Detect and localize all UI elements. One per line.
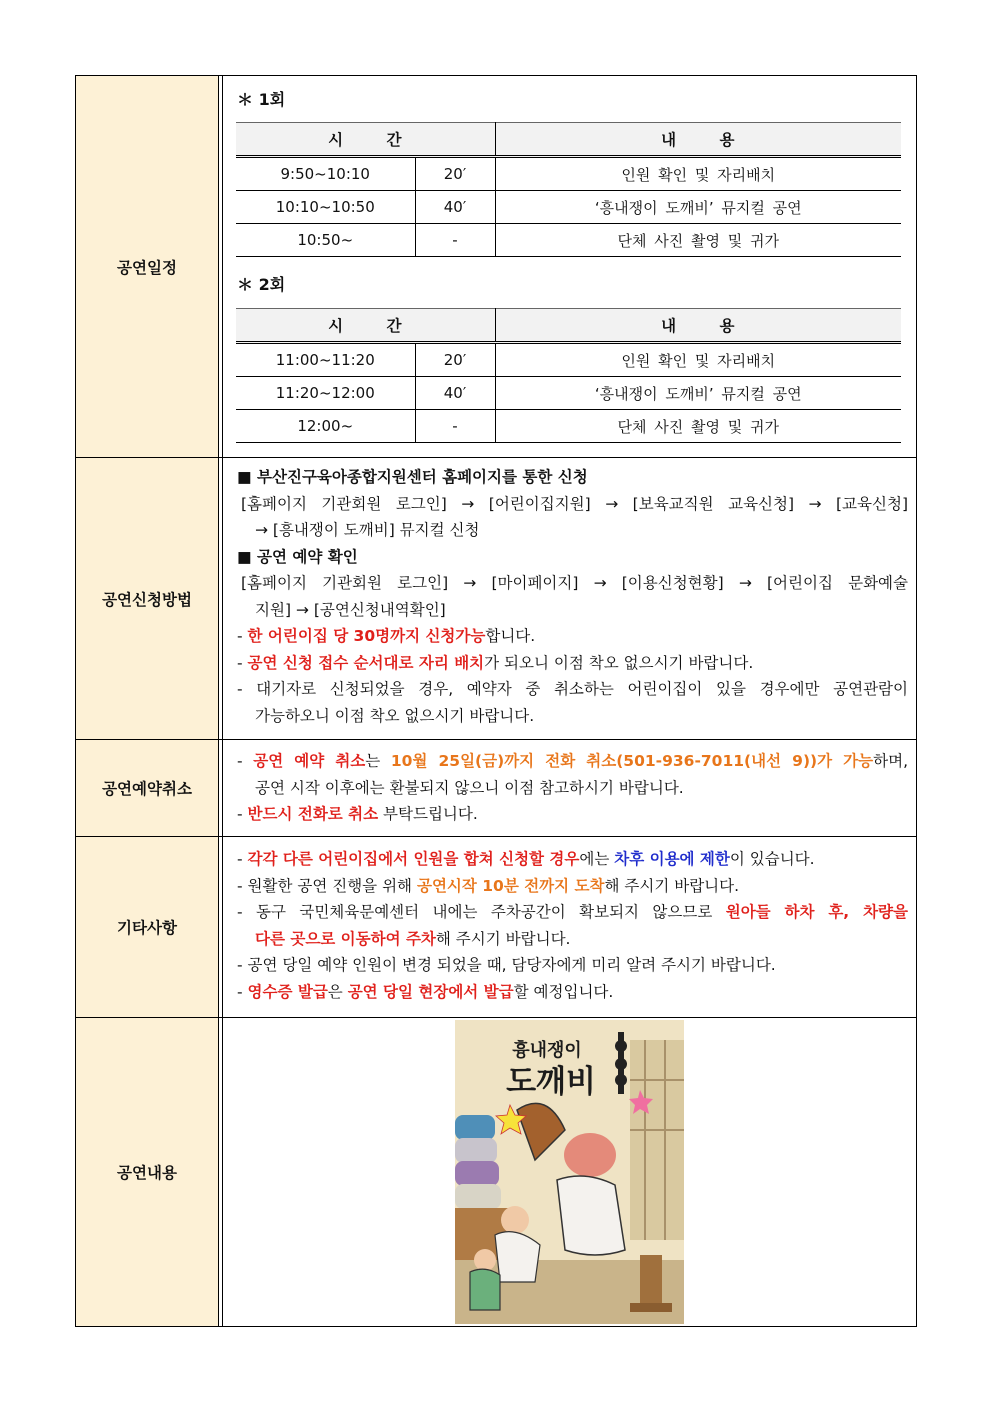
application-content [223,458,916,739]
header-content: 내 용 [495,123,901,157]
poster-title-1: 흉내쟁이 [512,1040,582,1061]
content-cell: ‘흥내쟁이 도깨비’ 뮤지컬 공연 [495,377,901,410]
schedule-content [223,76,916,457]
time-cell: 11:20~12:00 [236,377,415,410]
header-time: 시 간 [236,309,495,343]
header-content: 내 용 [495,309,901,343]
etc-line-3: - 동구 국민체육문예센터 내에는 주차공간이 확보되지 않으므로 원아들 하차 후, 차량을 [237,903,908,921]
time-cell: 12:00~ [236,410,415,443]
poster-image [455,1020,684,1324]
etc-line-5: - 공연 당일 예약 인원이 변경 되었을 때, 담당자에게 미리 알려 주시기 바랍니다. [237,956,776,974]
table-row [236,410,901,443]
application-row [76,458,916,740]
etc-line-2: - 원활한 공연 진행을 위해 공연시작 10분 전까지 도착해 주시기 바랍니다. [237,876,740,895]
cancel-line-3: - 반드시 전화로 취소 부탁드립니다. [237,805,478,823]
application-heading-2: ■ 공연 예약 확인 [237,547,358,566]
etc-line-4: 다른 곳으로 이동하여 주차해 주시기 바랍니다. [255,929,571,948]
table-row [236,191,901,224]
content-row [76,1018,916,1326]
session1-title: ＊ 1회 [237,90,286,109]
time-cell: 11:00~11:20 [236,343,415,377]
content-label: 공연내용 [76,1018,218,1326]
table-row [236,157,901,191]
table-header-row [236,309,901,343]
etc-text [237,846,908,1005]
application-path-1-cont: → [흥내쟁이 도깨비] 뮤지컬 신청 [255,521,480,539]
application-text [237,464,908,729]
cancel-line-2: 공연 시작 이후에는 환불되지 않으니 이점 참고하시기 바랍니다. [255,778,684,797]
time-cell: 10:50~ [236,224,415,257]
table-header-row [236,123,901,157]
time-cell: 9:50~10:10 [236,157,415,191]
application-heading-1: ■ 부산진구육아종합지원센터 홈페이지를 통한 신청 [237,468,588,486]
header-time: 시 간 [236,123,495,157]
duration-cell: - [415,224,495,257]
duration-cell: 20′ [415,157,495,191]
session1-table [236,122,901,257]
etc-label: 기타사항 [76,837,218,1017]
cancel-text [237,748,908,828]
info-table [75,75,917,1327]
poster-title-2: 도깨비 [506,1064,596,1100]
table-row [236,377,901,410]
content-cell: ‘흥내쟁이 도깨비’ 뮤지컬 공연 [495,191,901,224]
application-path-1: [홈페이지 기관회원 로그인] → [어린이집지원] → [보육교직원 교육신청] → [교육신청] [241,494,908,513]
session2-title: ＊ 2회 [237,275,286,294]
application-note-3-cont: 가능하오니 이점 착오 없으시기 바랍니다. [255,706,535,725]
content-cell-area [223,1018,916,1326]
cancel-content [223,740,916,836]
content-cell: 인원 확인 및 자리배치 [495,157,901,191]
session2-table [236,308,901,443]
schedule-row [76,76,916,458]
content-cell: 인원 확인 및 자리배치 [495,343,901,377]
duration-cell: 40′ [415,191,495,224]
duration-cell: 20′ [415,343,495,377]
etc-content [223,837,916,1017]
schedule-label: 공연일정 [76,76,218,457]
duration-cell: - [415,410,495,443]
time-cell: 10:10~10:50 [236,191,415,224]
cancel-line-1: - 공연 예약 취소는 10월 25일(금)까지 전화 취소(501-936-7011(내선 9))가 가능하며, [237,752,908,770]
application-path-2-cont: 지원] → [공연신청내역확인] [255,600,446,619]
application-path-2: [홈페이지 기관회원 로그인] → [마이페이지] → [이용신청현황] → [어린이집 문화예술 [241,574,908,592]
application-label: 공연신청방법 [76,458,218,739]
table-row [236,343,901,377]
cancel-row [76,740,916,837]
application-note-3: - 대기자로 신청되었을 경우, 예약자 중 취소하는 어린이집이 있을 경우에만 공연관람이 [237,680,908,698]
table-row [236,224,901,257]
application-note-1: - 한 어린이집 당 30명까지 신청가능합니다. [237,627,536,645]
cancel-label: 공연예약취소 [76,740,218,836]
application-note-2: - 공연 신청 접수 순서대로 자리 배치가 되오니 이점 착오 없으시기 바랍니다. [237,653,754,672]
etc-line-1: - 각각 다른 어린이집에서 인원을 합쳐 신청할 경우에는 차후 이용에 제한이 있습니다. [237,850,815,868]
etc-line-6: - 영수증 발급은 공연 당일 현장에서 발급할 예정입니다. [237,982,614,1001]
content-cell: 단체 사진 촬영 및 귀가 [495,410,901,443]
content-cell: 단체 사진 촬영 및 귀가 [495,224,901,257]
poster-illustration [455,1020,684,1324]
etc-row [76,837,916,1018]
duration-cell: 40′ [415,377,495,410]
